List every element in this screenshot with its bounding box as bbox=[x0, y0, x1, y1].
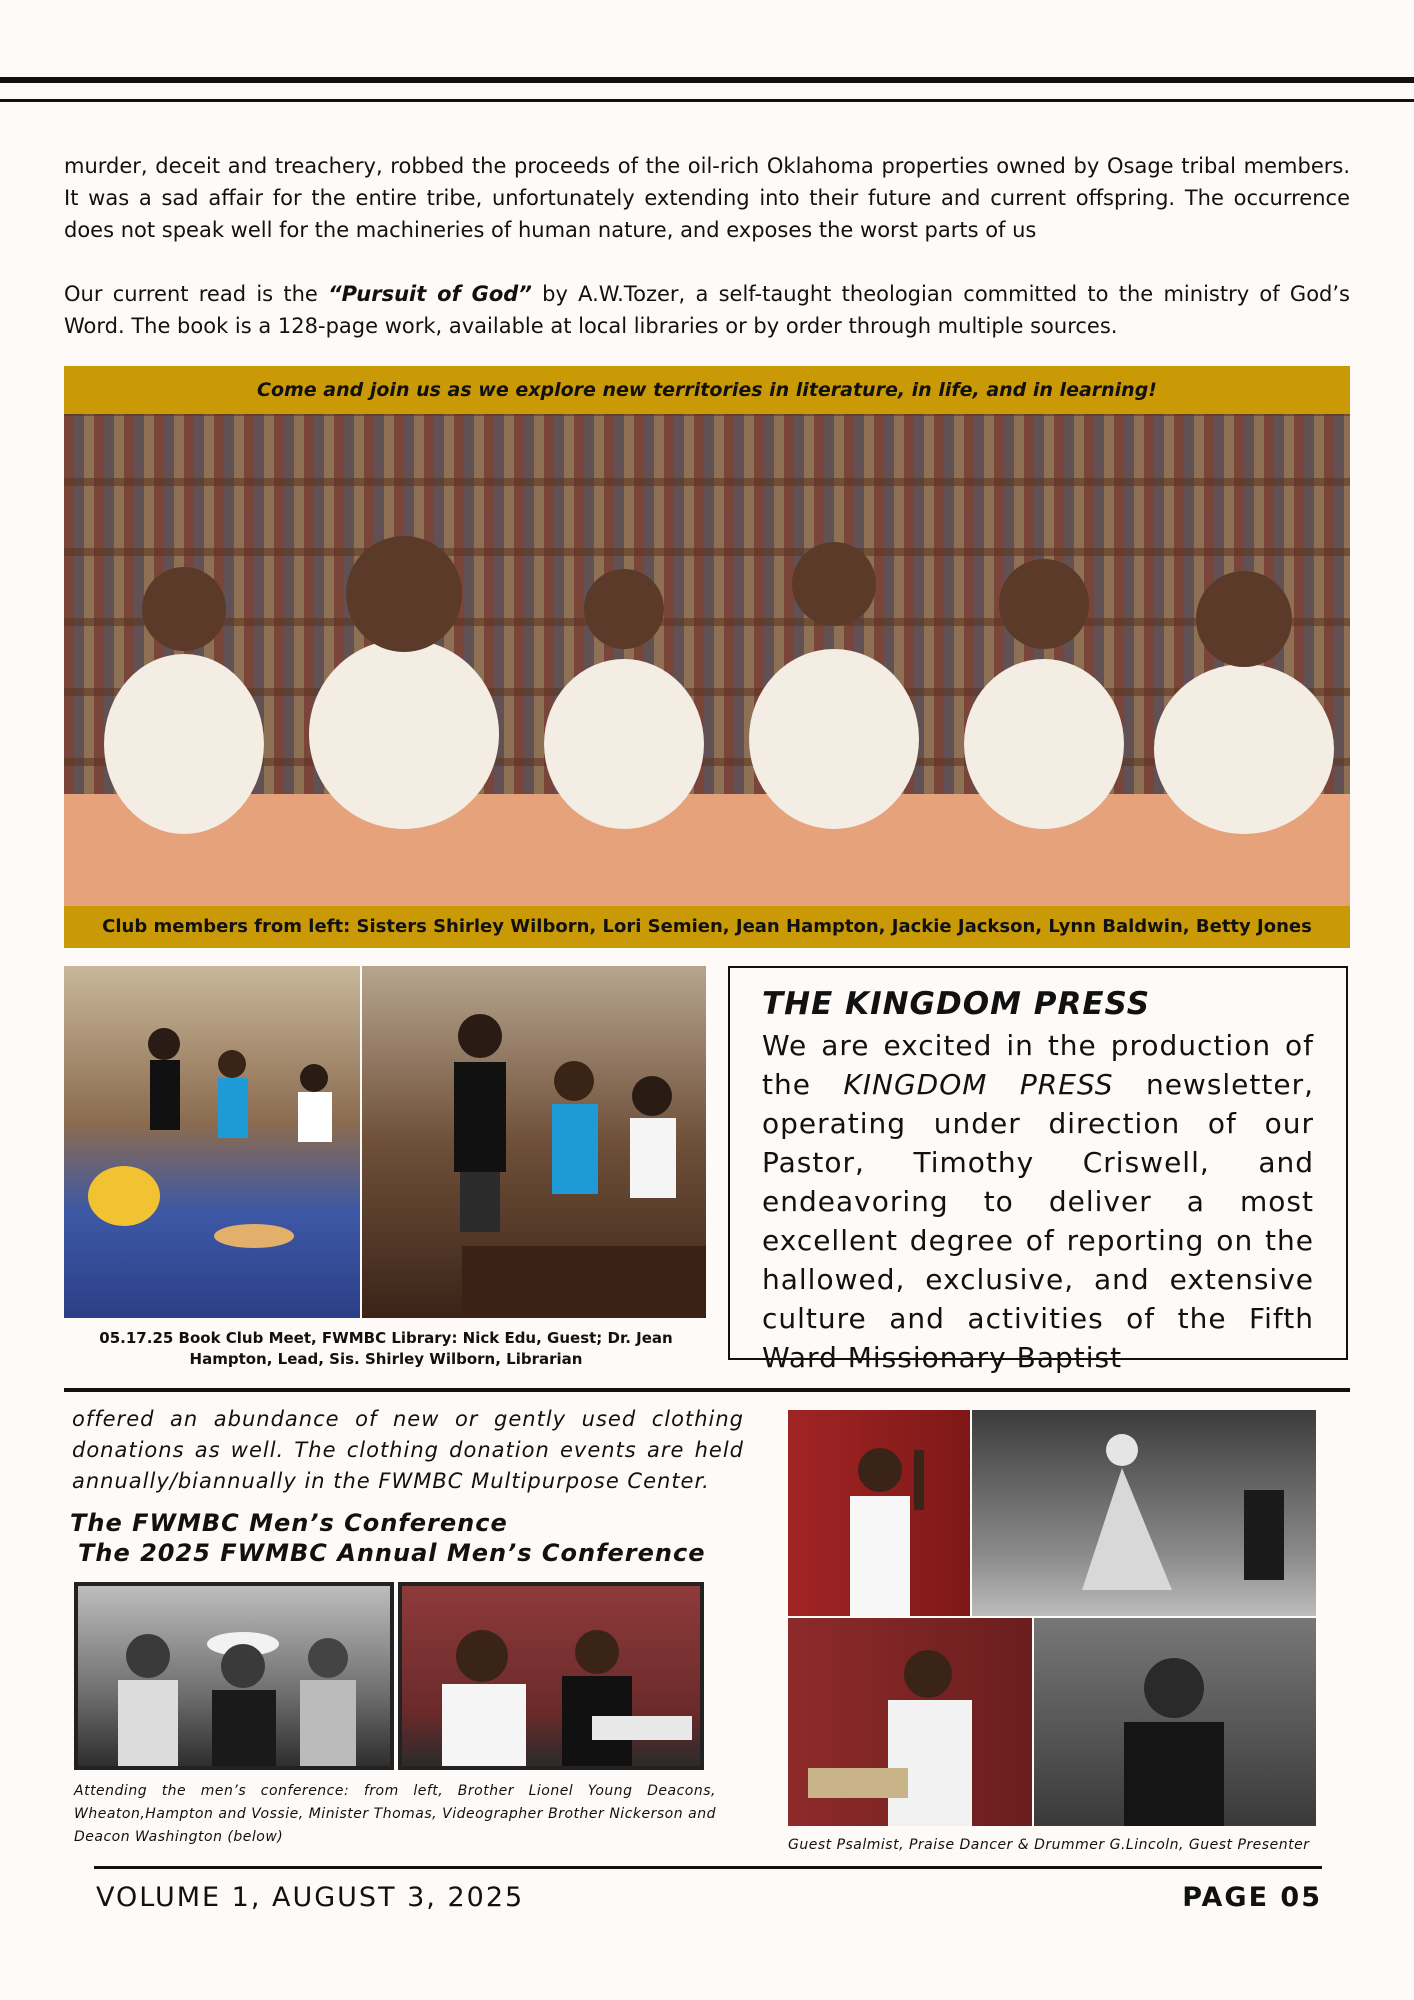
header-rule-thin bbox=[0, 99, 1414, 102]
book-club-table-photo bbox=[64, 966, 360, 1318]
banner-tagline: Come and join us as we explore new territories in literature, in life, and in learning! bbox=[64, 366, 1350, 414]
book-club-group-photo bbox=[64, 414, 1350, 906]
article-paragraph-2-intro: Our current read is the bbox=[64, 282, 329, 306]
kingdom-press-body bbox=[762, 1026, 1314, 1377]
presenter-illustration bbox=[1034, 1618, 1316, 1826]
book-title: “Pursuit of God” bbox=[328, 282, 532, 306]
members-photo-illustration bbox=[362, 966, 706, 1318]
mens-conference-title: The FWMBC Men’s Conference bbox=[70, 1509, 508, 1537]
table-photo-illustration bbox=[64, 966, 360, 1318]
kingdom-press-box bbox=[728, 966, 1348, 1374]
kingdom-press-title: THE KINGDOM PRESS bbox=[762, 986, 1151, 1022]
psalmist-illustration bbox=[788, 1410, 970, 1616]
article-paragraph-1: murder, deceit and treachery, robbed the proceeds of the oil-rich Oklahoma properties owned by Osage tribal members. It was a sad affair for the entire tribe, unfortunately extending into their future and current offspring. The occurrence does not speak well for the machineries of human nature, and exposes the worst parts of us bbox=[64, 154, 1350, 242]
article-paragraph-2-rest: by A.W.Tozer, a self-taught theologian committed to the ministry of God’s Word. The book is a 128-page work, available at local libraries or by order through multiple sources. bbox=[64, 282, 1350, 338]
footer-volume: VOLUME 1, AUGUST 3, 2025 bbox=[96, 1882, 525, 1913]
book-club-caption: 05.17.25 Book Club Meet, FWMBC Library: Nick Edu, Guest; Dr. Jean Hampton, Lead, Sis. Shirley Wilborn, Librarian bbox=[99, 1329, 673, 1368]
mens-conference-caption: Attending the men’s conference: from left, Brother Lionel Young Deacons, Wheaton,Hampton and Vossie, Minister Thomas, Videographer Brother Nickerson and Deacon Washington (below) bbox=[74, 1783, 716, 1845]
guest-presenter-photo bbox=[1034, 1618, 1316, 1826]
drummer-illustration bbox=[788, 1618, 1032, 1826]
group-photo-caption: Club members from left: Sisters Shirley Wilborn, Lori Semien, Jean Hampton, Jackie Jackson, Lynn Baldwin, Betty Jones bbox=[64, 906, 1350, 948]
header-rule-thick bbox=[0, 77, 1414, 83]
praise-dancer-photo bbox=[972, 1410, 1316, 1616]
guest-photos-caption: Guest Psalmist, Praise Dancer & Drummer G.Lincoln, Guest Presenter bbox=[788, 1837, 1310, 1853]
mens-photo-1-illustration bbox=[78, 1586, 390, 1766]
clothing-donation-text: offered an abundance of new or gently used clothing donations as well. The clothing donation events are held annually/biannually in the FWMBC Multipurpose Center. bbox=[72, 1407, 744, 1493]
footer-page-number: PAGE 05 bbox=[1182, 1882, 1322, 1913]
article-paragraph-2 bbox=[64, 278, 1350, 342]
group-photo-illustration bbox=[64, 414, 1350, 906]
drummer-photo bbox=[788, 1618, 1032, 1826]
mens-photo-2-illustration bbox=[402, 1586, 700, 1766]
book-club-members-photo bbox=[362, 966, 706, 1318]
footer-rule bbox=[94, 1866, 1322, 1869]
dancer-illustration bbox=[972, 1410, 1316, 1616]
section-divider bbox=[64, 1388, 1350, 1392]
mens-conference-photo-1 bbox=[74, 1582, 394, 1770]
kingdom-press-name: KINGDOM PRESS bbox=[843, 1068, 1114, 1101]
kingdom-press-body-intro: We are excited in the production of the bbox=[762, 1029, 1314, 1101]
mens-conference-photo-2 bbox=[398, 1582, 704, 1770]
kingdom-press-body-rest: newsletter, operating under direction of our Pastor, Timothy Criswell, and endeavoring to deliver a most excellent degree of reporting on the hallowed, exclusive, and extensive culture and activities of the Fifth Ward Missionary Baptist bbox=[762, 1068, 1315, 1374]
guest-psalmist-photo bbox=[788, 1410, 970, 1616]
mens-conference-subtitle: The 2025 FWMBC Annual Men’s Conference bbox=[78, 1539, 706, 1567]
